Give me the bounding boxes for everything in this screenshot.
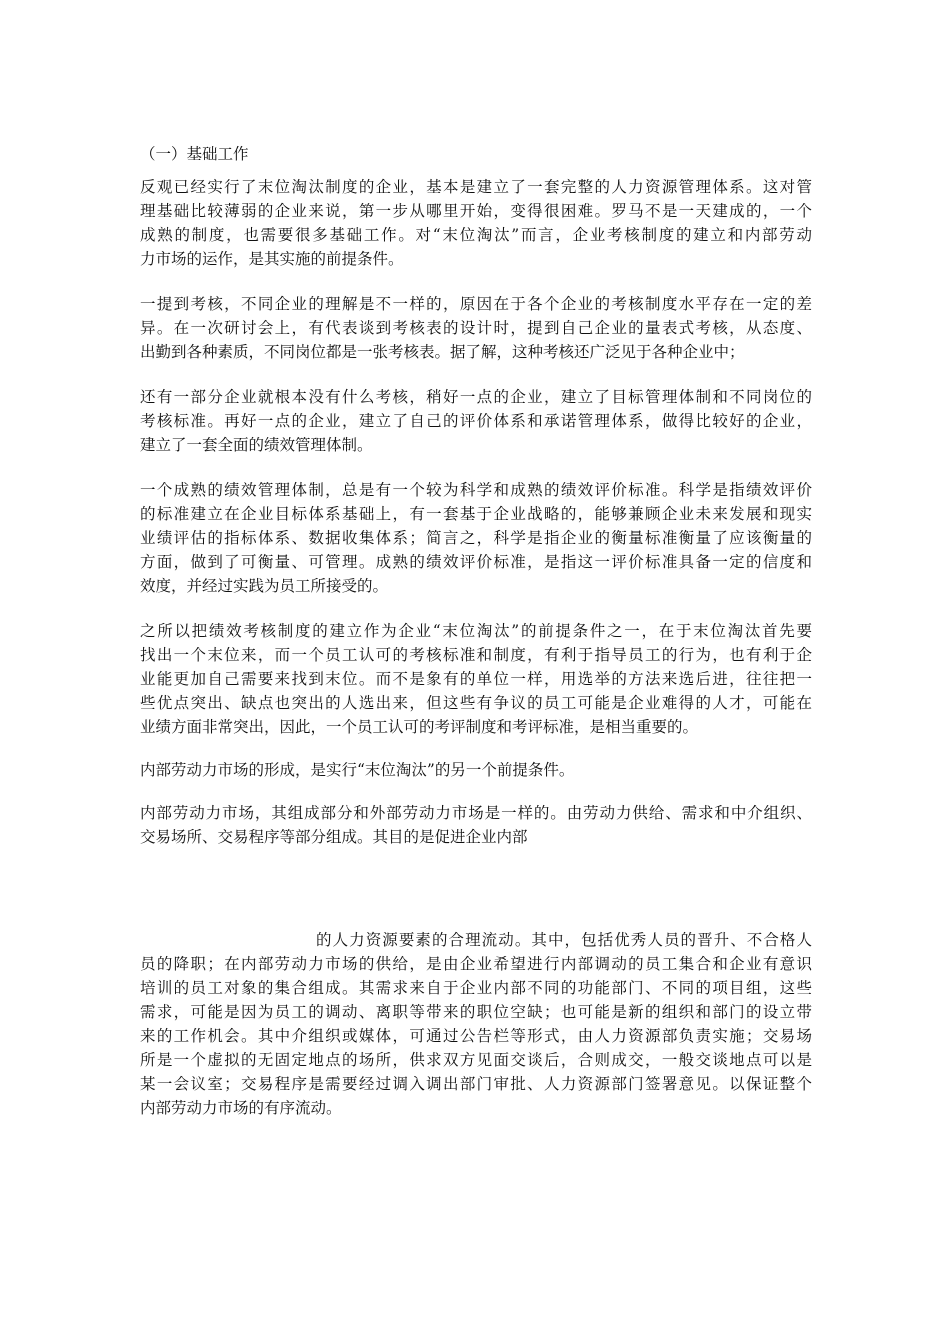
paragraph-2-line-2: 异。在一次研讨会上，有代表谈到考核表的设计时，提到自己企业的量表式考核，从态度、: [140, 319, 812, 337]
paragraph-8-line-4: 需求，可能是因为员工的调动、离职等带来的职位空缺；也可能是新的组织和部门的设立带: [140, 1003, 812, 1021]
paragraph-3-line-2: 考核标准。再好一点的企业，建立了自己的评价体系和承诺管理体系，做得比较好的企业，: [140, 412, 812, 430]
paragraph-8-line-7: 某一会议室；交易程序是需要经过调入调出部门审批、人力资源部门签署意见。以保证整个: [140, 1075, 812, 1093]
paragraph-2-line-3: 出勤到各种素质，不同岗位都是一张考核表。据了解，这种考核还广泛见于各种企业中；: [140, 343, 745, 361]
paragraph-3-line-3: 建立了一套全面的绩效管理体制。: [140, 436, 373, 454]
paragraph-5-line-3: 业能更加自己需要来找到末位。而不是象有的单位一样，用选举的方法来选后进，往往把一: [140, 670, 812, 688]
paragraph-5-line-5: 业绩方面非常突出，因此，一个员工认可的考评制度和考评标准，是相当重要的。: [140, 718, 699, 736]
section-heading: （一）基础工作: [140, 145, 249, 163]
paragraph-4-line-2: 的标准建立在企业目标体系基础上，有一套基于企业战略的，能够兼顾企业未来发展和现实: [140, 505, 812, 523]
paragraph-8-line-8: 内部劳动力市场的有序流动。: [140, 1099, 342, 1117]
paragraph-7-line-1: 内部劳动力市场，其组成部分和外部劳动力市场是一样的。由劳动力供给、需求和中介组织、: [140, 804, 812, 822]
paragraph-1-line-1: 反观已经实行了末位淘汰制度的企业，基本是建立了一套完整的人力资源管理体系。这对管: [140, 178, 812, 196]
paragraph-7-line-2: 交易场所、交易程序等部分组成。其目的是促进企业内部: [140, 828, 528, 846]
paragraph-2-line-1: 一提到考核，不同企业的理解是不一样的，原因在于各个企业的考核制度水平存在一定的差: [140, 295, 812, 313]
paragraph-1-line-3: 成熟的制度，也需要很多基础工作。对“末位淘汰”而言，企业考核制度的建立和内部劳动: [140, 226, 812, 244]
paragraph-8-line-1: 的人力资源要素的合理流动。其中，包括优秀人员的晋升、不合格人: [316, 931, 812, 949]
paragraph-4-line-4: 方面，做到了可衡量、可管理。成熟的绩效评价标准，是指这一评价标准具备一定的信度和: [140, 553, 812, 571]
paragraph-8-line-6: 所是一个虚拟的无固定地点的场所，供求双方见面交谈后，合则成交，一般交谈地点可以是: [140, 1051, 812, 1069]
paragraph-6-line-1: 内部劳动力市场的形成，是实行“末位淘汰”的另一个前提条件。: [140, 761, 575, 779]
paragraph-8-line-3: 培训的员工对象的集合组成。其需求来自于企业内部不同的功能部门、不同的项目组，这些: [140, 979, 812, 997]
paragraph-1-line-4: 力市场的运作，是其实施的前提条件。: [140, 250, 404, 268]
paragraph-5-line-2: 找出一个末位来，而一个员工认可的考核标准和制度，有利于指导员工的行为，也有利于企: [140, 646, 812, 664]
paragraph-5-line-4: 些优点突出、缺点也突出的人选出来，但这些有争议的员工可能是企业难得的人才，可能在: [140, 694, 812, 712]
paragraph-8-line-2: 员的降职；在内部劳动力市场的供给，是由企业希望进行内部调动的员工集合和企业有意识: [140, 955, 812, 973]
paragraph-1-line-2: 理基础比较薄弱的企业来说，第一步从哪里开始，变得很困难。罗马不是一天建成的，一个: [140, 202, 812, 220]
paragraph-3-line-1: 还有一部分企业就根本没有什么考核，稍好一点的企业，建立了目标管理体制和不同岗位的: [140, 388, 812, 406]
paragraph-4-line-3: 业绩评估的指标体系、数据收集体系；简言之，科学是指企业的衡量标准衡量了应该衡量的: [140, 529, 812, 547]
paragraph-4-line-1: 一个成熟的绩效管理体制，总是有一个较为科学和成熟的绩效评价标准。科学是指绩效评价: [140, 481, 812, 499]
paragraph-4-line-5: 效度，并经过实践为员工所接受的。: [140, 577, 389, 595]
paragraph-5-line-1: 之所以把绩效考核制度的建立作为企业“末位淘汰”的前提条件之一，在于末位淘汰首先要: [140, 622, 812, 640]
paragraph-8-line-5: 来的工作机会。其中介组织或媒体，可通过公告栏等形式，由人力资源部负责实施；交易场: [140, 1027, 812, 1045]
